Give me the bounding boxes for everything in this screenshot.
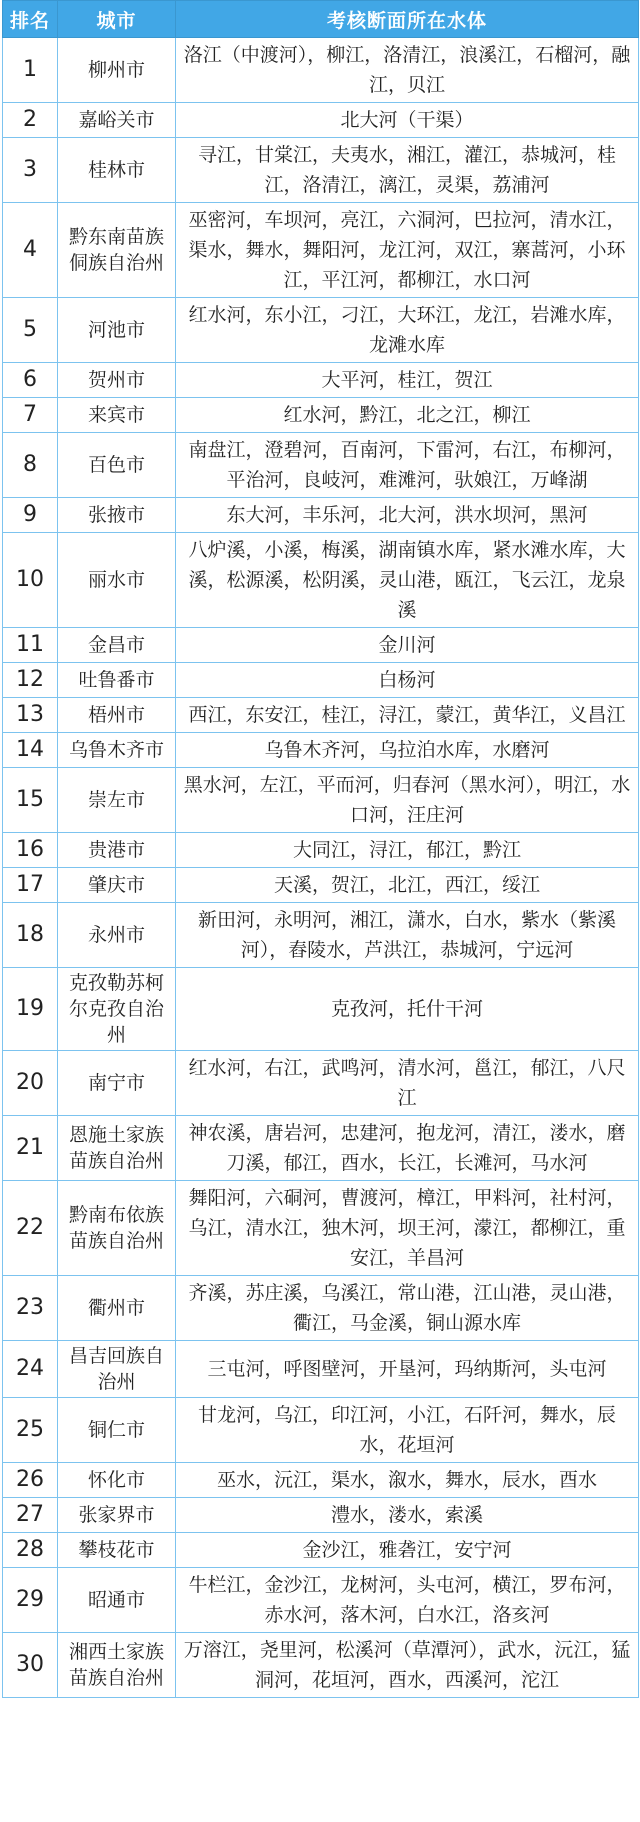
rank-cell: 4: [3, 203, 58, 298]
rivers-cell: 红水河，黔江，北之江，柳江: [176, 398, 639, 433]
table-row: [3, 1633, 639, 1698]
table-row: [3, 868, 639, 903]
city-cell: 贵港市: [58, 833, 176, 868]
rank-cell: 12: [3, 663, 58, 698]
rank-cell: 17: [3, 868, 58, 903]
rank-cell: 6: [3, 363, 58, 398]
rivers-cell: 牛栏江，金沙江，龙树河，头屯河，横江，罗布河，赤水河，落木河，白水江，洛亥河: [176, 1568, 639, 1633]
rank-cell: 26: [3, 1463, 58, 1498]
table-row: [3, 698, 639, 733]
rivers-cell: 巫密河，车坝河，亮江，六洞河，巴拉河，清水江，渠水，舞水，舞阳河，龙江河，双江，寨蒿河，小环江，平江河，都柳江，水口河: [176, 203, 639, 298]
table-row: [3, 628, 639, 663]
table-row: [3, 138, 639, 203]
rivers-cell: 新田河，永明河，湘江，潇水，白水，紫水（紫溪河），舂陵水，芦洪江，恭城河，宁远河: [176, 903, 639, 968]
rank-cell: 16: [3, 833, 58, 868]
rank-cell: 29: [3, 1568, 58, 1633]
rivers-cell: 巫水，沅江，渠水，溆水，舞水，辰水，酉水: [176, 1463, 639, 1498]
city-cell: 河池市: [58, 298, 176, 363]
header-rank: 排名: [3, 1, 58, 38]
rank-cell: 2: [3, 103, 58, 138]
rank-cell: 7: [3, 398, 58, 433]
header-rivers: 考核断面所在水体: [176, 1, 639, 38]
table-row: [3, 398, 639, 433]
city-cell: 金昌市: [58, 628, 176, 663]
table-header-row: [3, 1, 639, 38]
table-body: [3, 38, 639, 1698]
header-city: 城市: [58, 1, 176, 38]
rivers-cell: 黑水河，左江，平而河，归春河（黑水河），明江，水口河，汪庄河: [176, 768, 639, 833]
rivers-cell: 八炉溪，小溪，梅溪，湖南镇水库，紧水滩水库，大溪，松源溪，松阴溪，灵山港，瓯江，飞云江，龙泉溪: [176, 533, 639, 628]
rivers-cell: 大平河，桂江，贺江: [176, 363, 639, 398]
rivers-cell: 三屯河，呼图壁河，开垦河，玛纳斯河，头屯河: [176, 1341, 639, 1398]
city-cell: 恩施土家族苗族自治州: [58, 1116, 176, 1181]
table-row: [3, 1398, 639, 1463]
city-cell: 乌鲁木齐市: [58, 733, 176, 768]
city-cell: 南宁市: [58, 1051, 176, 1116]
rivers-cell: 齐溪，苏庄溪，乌溪江，常山港，江山港，灵山港，衢江，马金溪，铜山源水库: [176, 1276, 639, 1341]
rivers-cell: 东大河，丰乐河，北大河，洪水坝河，黑河: [176, 498, 639, 533]
city-cell: 桂林市: [58, 138, 176, 203]
city-cell: 嘉峪关市: [58, 103, 176, 138]
city-cell: 吐鲁番市: [58, 663, 176, 698]
city-cell: 张家界市: [58, 1498, 176, 1533]
city-cell: 昭通市: [58, 1568, 176, 1633]
city-cell: 铜仁市: [58, 1398, 176, 1463]
table-row: [3, 1568, 639, 1633]
city-cell: 来宾市: [58, 398, 176, 433]
rivers-cell: 北大河（干渠）: [176, 103, 639, 138]
rank-cell: 10: [3, 533, 58, 628]
rivers-cell: 南盘江，澄碧河，百南河，下雷河，右江，布柳河，平治河，良岐河，难滩河，驮娘江，万峰湖: [176, 433, 639, 498]
city-cell: 柳州市: [58, 38, 176, 103]
rivers-cell: 澧水，溇水，索溪: [176, 1498, 639, 1533]
rank-cell: 11: [3, 628, 58, 663]
rivers-cell: 万溶江，尧里河，松溪河（草潭河），武水，沅江，猛洞河，花垣河，酉水，西溪河，沱江: [176, 1633, 639, 1698]
table-row: [3, 768, 639, 833]
table-row: [3, 1116, 639, 1181]
rank-cell: 9: [3, 498, 58, 533]
rank-cell: 15: [3, 768, 58, 833]
rivers-cell: 金沙江，雅砻江，安宁河: [176, 1533, 639, 1568]
table-row: [3, 1276, 639, 1341]
table-row: [3, 903, 639, 968]
rivers-cell: 洛江（中渡河），柳江，洛清江，浪溪江，石榴河，融江，贝江: [176, 38, 639, 103]
table-row: [3, 1051, 639, 1116]
table-row: [3, 38, 639, 103]
table-row: [3, 833, 639, 868]
table-row: [3, 663, 639, 698]
city-cell: 湘西土家族苗族自治州: [58, 1633, 176, 1698]
rank-cell: 25: [3, 1398, 58, 1463]
table-row: [3, 1533, 639, 1568]
rank-cell: 21: [3, 1116, 58, 1181]
rank-cell: 20: [3, 1051, 58, 1116]
rivers-cell: 甘龙河，乌江，印江河，小江，石阡河，舞水，辰水，花垣河: [176, 1398, 639, 1463]
table-row: [3, 1498, 639, 1533]
table-row: [3, 363, 639, 398]
rivers-cell: 舞阳河，六硐河，曹渡河，樟江，甲料河，社村河，乌江，清水江，独木河，坝王河，濛江，都柳江，重安江，羊昌河: [176, 1181, 639, 1276]
city-cell: 昌吉回族自治州: [58, 1341, 176, 1398]
table-row: [3, 298, 639, 363]
table-row: [3, 1463, 639, 1498]
rivers-cell: 寻江，甘棠江，夫夷水，湘江，灌江，恭城河，桂江，洛清江，漓江，灵渠，荔浦河: [176, 138, 639, 203]
rank-cell: 24: [3, 1341, 58, 1398]
rivers-cell: 金川河: [176, 628, 639, 663]
rank-cell: 30: [3, 1633, 58, 1698]
rank-cell: 23: [3, 1276, 58, 1341]
city-cell: 克孜勒苏柯尔克孜自治州: [58, 968, 176, 1051]
table-row: [3, 103, 639, 138]
rivers-cell: 白杨河: [176, 663, 639, 698]
city-cell: 攀枝花市: [58, 1533, 176, 1568]
rivers-cell: 乌鲁木齐河，乌拉泊水库，水磨河: [176, 733, 639, 768]
table-row: [3, 203, 639, 298]
city-cell: 肇庆市: [58, 868, 176, 903]
rank-cell: 27: [3, 1498, 58, 1533]
rivers-cell: 红水河，东小江，刁江，大环江，龙江，岩滩水库，龙滩水库: [176, 298, 639, 363]
rank-cell: 18: [3, 903, 58, 968]
city-cell: 崇左市: [58, 768, 176, 833]
city-cell: 贺州市: [58, 363, 176, 398]
rank-cell: 8: [3, 433, 58, 498]
table-row: [3, 1181, 639, 1276]
city-cell: 衢州市: [58, 1276, 176, 1341]
rivers-cell: 西江，东安江，桂江，浔江，蒙江，黄华江，义昌江: [176, 698, 639, 733]
city-cell: 百色市: [58, 433, 176, 498]
table-row: [3, 498, 639, 533]
rank-cell: 14: [3, 733, 58, 768]
rank-cell: 28: [3, 1533, 58, 1568]
rank-cell: 19: [3, 968, 58, 1051]
city-cell: 张掖市: [58, 498, 176, 533]
table-row: [3, 533, 639, 628]
city-cell: 丽水市: [58, 533, 176, 628]
rank-cell: 5: [3, 298, 58, 363]
city-cell: 梧州市: [58, 698, 176, 733]
city-cell: 永州市: [58, 903, 176, 968]
rank-cell: 1: [3, 38, 58, 103]
rivers-cell: 克孜河，托什干河: [176, 968, 639, 1051]
rivers-cell: 红水河，右江，武鸣河，清水河，邕江，郁江，八尺江: [176, 1051, 639, 1116]
rivers-cell: 天溪，贺江，北江，西江，绥江: [176, 868, 639, 903]
rank-cell: 13: [3, 698, 58, 733]
rank-cell: 3: [3, 138, 58, 203]
table-row: [3, 1341, 639, 1398]
city-cell: 怀化市: [58, 1463, 176, 1498]
ranking-table: [2, 0, 639, 1698]
city-cell: 黔南布依族苗族自治州: [58, 1181, 176, 1276]
table-row: [3, 968, 639, 1051]
table-row: [3, 733, 639, 768]
city-cell: 黔东南苗族侗族自治州: [58, 203, 176, 298]
rivers-cell: 神农溪，唐岩河，忠建河，抱龙河，清江，溇水，磨刀溪，郁江，酉水，长江，长滩河，马水河: [176, 1116, 639, 1181]
rank-cell: 22: [3, 1181, 58, 1276]
table-row: [3, 433, 639, 498]
rivers-cell: 大同江，浔江，郁江，黔江: [176, 833, 639, 868]
